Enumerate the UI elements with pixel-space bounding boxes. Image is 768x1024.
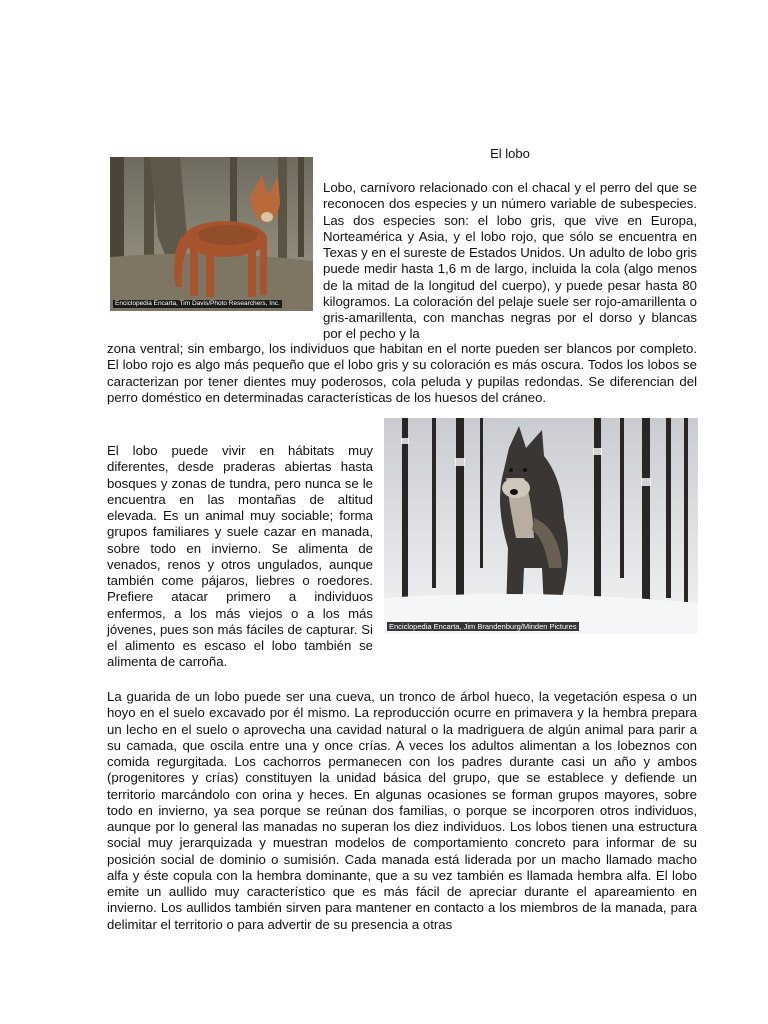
paragraph-3: La guarida de un lobo puede ser una cueva, un tronco de árbol hueco, la vegetación espesa o un hoyo en el suelo excavado por él mismo. La reproducción ocurre en primavera y la hembra prepara un lecho en el suelo o aprovecha una cavidad natural o la madriguera de algún animal para parir a su camada, que oscila entre una y once crías. A veces los adultos alimentan a los lobeznos con comida regurgitada. Los cachorros permanecen con los padres durante casi un año y ambos (progenitores y crías) constituyen la unidad básica del grupo, que se establece y defiende un territorio marcándolo con orina y heces. En algunas ocasiones se forman grupos mayores, sobre todo en invierno, ya sea porque se reúnan dos familias, o porque se incorporen otros individuos, aunque por lo general las manadas no superan los diez individuos. Los lobos tienen una estructura social muy jerarquizada y muestran modelos de comportamiento concreto para informar de su posición social de dominio o sumisión. Cada manada está liderada por un macho llamado macho alfa y éste copula con la hembra dominante, que a su vez también es llamada hembra alfa. El lobo emite un aullido muy característico que es más fácil de apreciar durante el apareamiento en invierno. Los aullidos también sirven para mantener en contacto a los miembros de la manada, para delimitar el territorio o para advertir de su presencia a otras bbox=[107, 689, 697, 932]
paragraph-2: El lobo puede vivir en hábitats muy diferentes, desde praderas abiertas hasta bosques y zonas de tundra, pero nunca se le encuentra en las montañas de altitud elevada. Es un animal muy sociable; forma grupos familiares y suele cazar en manada, sobre todo en invierno. Se alimenta de venados, renos y otros ungulados, aunque también come pájaros, liebres o roedores. Prefiere atacar primero a individuos enfermos, a los más viejos o a los más jóvenes, pues son más fáciles de capturar. Si el alimento es escaso el lobo también se alimenta de carroña. bbox=[107, 443, 373, 670]
red-wolf-photo bbox=[110, 157, 313, 311]
red-wolf-caption: Enciclopedia Encarta, Tim Davis/Photo Researchers, Inc. bbox=[115, 300, 280, 307]
gray-wolf-photo bbox=[384, 418, 698, 634]
gray-wolf-caption: Enciclopedia Encarta, Jim Brandenburg/Minden Pictures bbox=[389, 622, 577, 631]
document-title: El lobo bbox=[490, 146, 530, 161]
paragraph-1-bottom: zona ventral; sin embargo, los individuos que habitan en el norte pueden ser blancos por completo. El lobo rojo es algo más pequeño que el lobo gris y su coloración es más oscura. Todos los lobos se caracterizan por tener dientes muy poderosos, cola peluda y pupilas redondas. Se diferencian del perro doméstico en determinadas características de los huesos del cráneo. bbox=[107, 341, 697, 405]
paragraph-1-top: Lobo, carnívoro relacionado con el chacal y el perro del que se reconocen dos especies y un número variable de subespecies. Las dos especies son: el lobo gris, que vive en Europa, Norteamérica y Asia, y el lobo rojo, que sólo se encuentra en Texas y en el sureste de Estados Unidos. Un adulto de lobo gris puede medir hasta 1,6 m de largo, incluida la cola (algo menos de la mitad de la longitud del cuerpo), y puede pesar hasta 80 kilogramos. La coloración del pelaje suele ser rojo-amarillenta o gris-amarillenta, con manchas negras por el dorso y blancas por el pecho y la bbox=[323, 180, 697, 342]
